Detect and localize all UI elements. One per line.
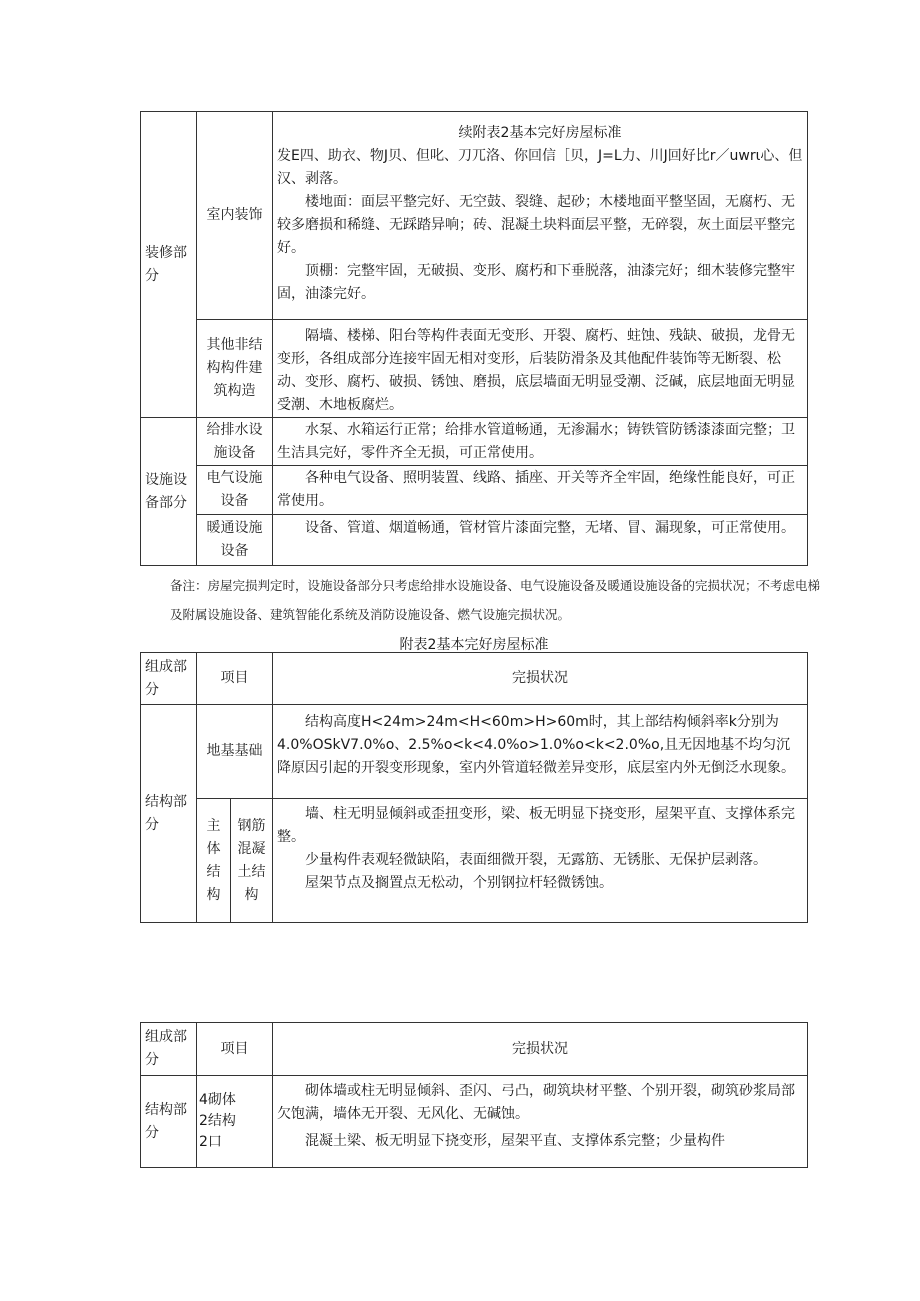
struct-group-cell: 结构部分 [141,705,197,923]
interior-line: 顶棚：完整牢固，无破损、变形、腐朽和下垂脱落，油漆完好；细木装修完整牢固，油漆完好。 [277,263,795,302]
header-item: 项目 [197,1023,273,1076]
table-3 [140,1022,808,1168]
masonry-label-cell [197,1076,273,1168]
header-group: 组成部分 [141,1023,197,1076]
equip-label-cell: 给排水设施设备 [197,418,273,466]
rc-line: 墙、柱无明显倾斜或歪扭变形，梁、板无明显下挠变形，屋架平直、支撑体系完整。 [277,806,795,845]
table-2-title: 附表2基本完好房屋标准 [399,637,549,653]
decor-group-cell: 装修部分 [141,112,197,418]
header-status: 完损状况 [273,653,808,705]
interior-line: 发E四、助衣、物J贝、但叱、刀兀洛、你回信［贝，J=L力、川J回好比r／uwrι心、但汉、剥落。 [277,148,803,187]
rc-structure-label-cell: 钢筋混凝土结构 [231,799,273,923]
masonry-label-line: 4砌体 [199,1092,236,1108]
rc-line: 少量构件表观轻微缺陷，表面细微开裂，无露筋、无锈胀、无保护层剥落。 [305,852,767,868]
equip-label-cell: 暖通设施设备 [197,515,273,566]
foundation-label-cell: 地基基础 [197,705,273,799]
rc-text-cell [273,799,808,923]
equip-text-cell: 各种电气设备、照明装置、线路、插座、开关等齐全牢固，绝缘性能良好，可正常使用。 [273,466,808,515]
equip-text-cell: 水泵、水箱运行正常；给排水管道畅通，无渗漏水；铸铁管防锈漆漆面完整；卫生洁具完好，零件齐全无损，可正常使用。 [273,418,808,466]
rc-line: 屋架节点及搁置点无松动，个别钢拉杆轻微锈蚀。 [305,875,613,891]
header-item: 项目 [197,653,273,705]
header-group: 组成部分 [141,653,197,705]
other-label-cell: 其他非结构构件建筑构造 [197,320,273,418]
table-2 [140,652,808,923]
equip-text-cell: 设备、管道、烟道畅通，管材管片漆面完整，无堵、冒、漏现象，可正常使用。 [273,515,808,566]
table-1-caption: 续附表2基本完好房屋标准 [458,125,622,141]
table-note: 备注：房屋完损判定时，设施设备部分只考虑给排水设施设备、电气设施设备及暖通设施设备的完损状况；不考虑电梯及附属设施设备、建筑智能化系统及消防设施设备、燃气设施完损状况。 [170,578,821,622]
masonry-text-cell [273,1076,808,1168]
foundation-text-cell: 结构高度H<24m>24m<H<60m>H>60m时，其上部结构倾斜率k分别为4.0%OSkV7.0%o、2.5%o<k<4.0%o>1.0%o<k<2.0%o,且无因地基不均匀沉降原因引起的开裂变形现象，室内外管道轻微差异变形，底层室内外无倒泛水现象。 [273,705,808,799]
masonry-line: 混凝土梁、板无明显下挠变形，屋架平直、支撑体系完整；少量构件 [305,1133,725,1149]
interior-label-cell: 室内装饰 [197,112,273,320]
masonry-label-line: 2口 [199,1134,222,1150]
masonry-line: 砌体墙或柱无明显倾斜、歪闪、弓凸，砌筑块材平整、个别开裂，砌筑砂浆局部欠饱满，墙体无开裂、无风化、无碱蚀。 [277,1083,795,1122]
interior-line: 楼地面：面层平整完好、无空鼓、裂缝、起砂；木楼地面平整坚固，无腐朽、无较多磨损和稀缝、无踩踏异响；砖、混凝土块料面层平整，无碎裂，灰土面层平整完好。 [277,194,795,256]
masonry-label-line: 2结构 [199,1113,236,1129]
table-1 [140,111,808,566]
equip-label-cell: 电气设施设备 [197,466,273,515]
header-status: 完损状况 [273,1023,808,1076]
struct-group-cell: 结构部分 [141,1076,197,1168]
other-text-cell: 隔墙、楼梯、阳台等构件表面无变形、开裂、腐朽、蛀蚀、残缺、破损，龙骨无变形，各组成部分连接牢固无相对变形，后装防滑条及其他配件装饰等无断裂、松动、变形、腐朽、破损、锈蚀、磨损，底层墙面无明显受潮、泛碱，底层地面无明显受潮、木地板腐烂。 [273,320,808,418]
interior-text-cell [273,112,808,320]
main-structure-label-cell: 主体结构 [197,799,231,923]
equip-group-cell: 设施设备部分 [141,418,197,566]
